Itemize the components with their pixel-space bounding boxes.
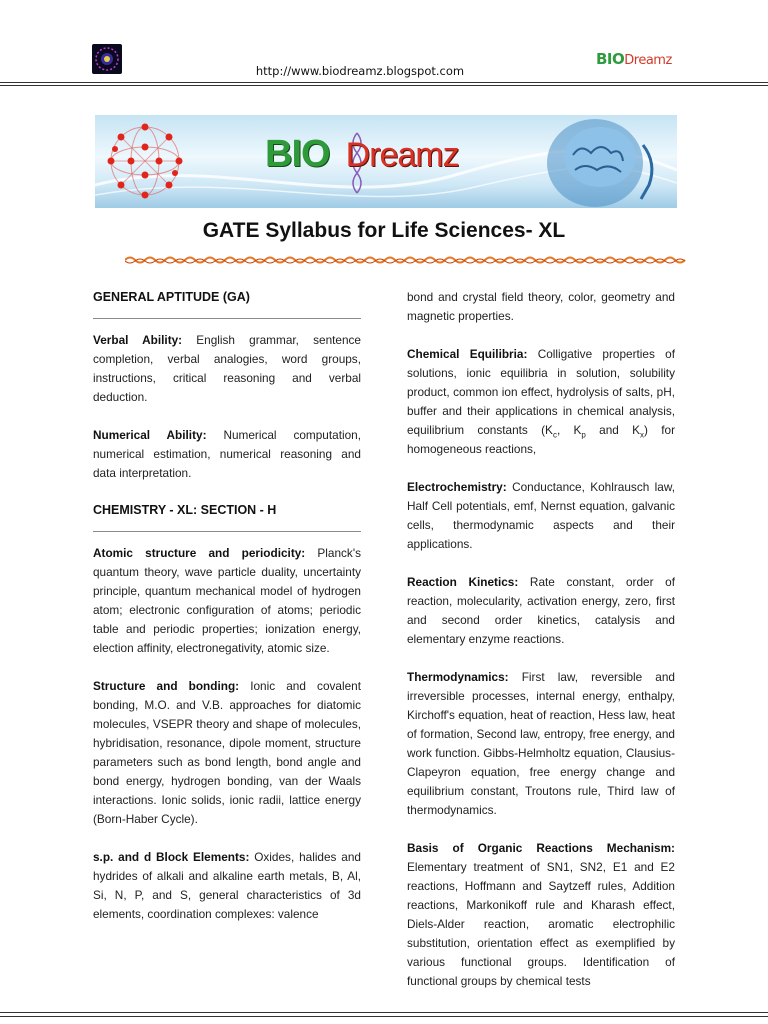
text-sep-1: , K (556, 423, 582, 437)
subscript-x: x (640, 430, 644, 440)
banner-word-bio: BIO (265, 133, 330, 175)
header-rule-top (0, 82, 768, 83)
paragraph-structure-bonding (93, 677, 361, 829)
page-title: GATE Syllabus for Life Sciences- XL (202, 219, 566, 242)
text-organic-reactions: Elementary treatment of SN1, SN2, E1 and E2 reactions, Hoffmann and Saytzeff rules, Addition reactions, Markonikoff rule and Kharash effect, Diels-Alder reaction, aromatic electrophilic substitution, orientation effect as exemplified by various functional groups. Identification of functional groups by chemical tests (407, 860, 675, 988)
term-block-elements: s.p. and d Block Elements: (93, 850, 250, 864)
section-heading-general-aptitude: GENERAL APTITUDE (GA) (93, 288, 361, 319)
subscript-p: p (581, 430, 586, 440)
paragraph-continuation: bond and crystal field theory, color, geometry and magnetic properties. (407, 290, 675, 323)
left-column (93, 288, 361, 924)
text-atomic-structure: Planck's quantum theory, wave particle duality, uncertainty principle, quantum mechanical model of hydrogen atom; electronic configuration of atoms; periodic table and periodic properties; ionization energy, election affinity, electronegativity, atomic size. (93, 546, 361, 655)
right-column (407, 288, 675, 991)
term-numerical-ability: Numerical Ability: (93, 428, 207, 442)
footer-rule-top (0, 1012, 768, 1013)
header-rule-bottom (0, 85, 768, 86)
subscript-c: c (552, 430, 557, 440)
term-organic-reactions: Basis of Organic Reactions Mechanism: (407, 841, 675, 855)
header-brand-bio: BIO (596, 50, 625, 68)
paragraph-organic-reactions (407, 839, 675, 991)
paragraph-electrochemistry (407, 478, 675, 554)
term-atomic-structure: Atomic structure and periodicity: (93, 546, 306, 560)
banner-image (95, 115, 677, 208)
title-wave-divider (125, 254, 690, 266)
term-reaction-kinetics: Reaction Kinetics: (407, 575, 519, 589)
paragraph-atomic-structure (93, 544, 361, 658)
paragraph-thermodynamics (407, 668, 675, 820)
text-chemical-equilibria-b: ) for homogeneous reactions, (407, 423, 675, 456)
paragraph-block-elements (93, 848, 361, 924)
header-brand-dreamz: Dreamz (624, 53, 672, 68)
paragraph-reaction-kinetics (407, 573, 675, 649)
text-numerical-ability: Numerical computation, numerical estimation, numerical reasoning and data interpretation. (93, 428, 362, 480)
text-structure-bonding: Ionic and covalent bonding, M.O. and V.B. approaches for diatomic molecules, VSEPR theory and shape of molecules, hybridisation, resonance, dipole moment, structure parameters such as bond length, bond angle and bond energy, hydrogen bonding, van der Waals interactions. Ionic solids, ionic radii, lattice energy (Born-Haber Cycle). (93, 679, 361, 826)
text-thermodynamics: First law, reversible and irreversible processes, internal energy, enthalpy, Kirchoff's equation, heat of reaction, Hess law, heat of formation, Second law, entropy, free energy, and work function. Gibbs-Helmholtz equation, Clausius-Clapeyron equation, free energy change and equilibrium constant, Troutons rule, Third law of thermodynamics. (407, 670, 675, 817)
banner-word-dreamz: Dreamz (345, 136, 459, 174)
header-brand-logo (596, 50, 672, 68)
paragraph-numerical-ability (93, 426, 361, 483)
paragraph-chemical-equilibria (407, 345, 675, 459)
header-url[interactable]: http://www.biodreamz.blogspot.com (255, 64, 465, 78)
text-chemical-equilibria-a: Colligative properties of solutions, ionic equilibria in solution, solubility product, common ion effect, hydrolysis of salts, pH, buffer and their applications in chemical analysis, equilibrium constants (K (407, 347, 675, 437)
footer-rule-bottom (0, 1016, 768, 1017)
paragraph-verbal-ability (93, 331, 361, 407)
text-sep-2: and K (585, 423, 640, 437)
term-electrochemistry: Electrochemistry: (407, 480, 507, 494)
term-thermodynamics: Thermodynamics: (407, 670, 509, 684)
term-chemical-equilibria: Chemical Equilibria: (407, 347, 528, 361)
text-block-elements: Oxides, halides and hydrides of alkali and alkaline earth metals, B, Al, Si, N, P, and S, general characteristics of 3d elements, coordination complexes: valence (93, 850, 361, 921)
banner-wordmark (265, 133, 459, 176)
text-reaction-kinetics: Rate constant, order of reaction, molecularity, activation energy, zero, first and second order kinetics, catalysis and elementary enzyme reactions. (407, 575, 675, 646)
term-verbal-ability: Verbal Ability: (93, 333, 183, 347)
section-heading-chemistry: CHEMISTRY - XL: SECTION - H (93, 501, 361, 532)
term-structure-bonding: Structure and bonding: (93, 679, 240, 693)
text-verbal-ability: English grammar, sentence completion, verbal analogies, word groups, instructions, critical reasoning and verbal deduction. (93, 333, 361, 404)
brain-head-icon (547, 119, 652, 207)
text-electrochemistry: Conductance, Kohlrausch law, Half Cell potentials, emf, Nernst equation, galvanic cells, thermodynamic aspects and their applications. (407, 480, 675, 551)
